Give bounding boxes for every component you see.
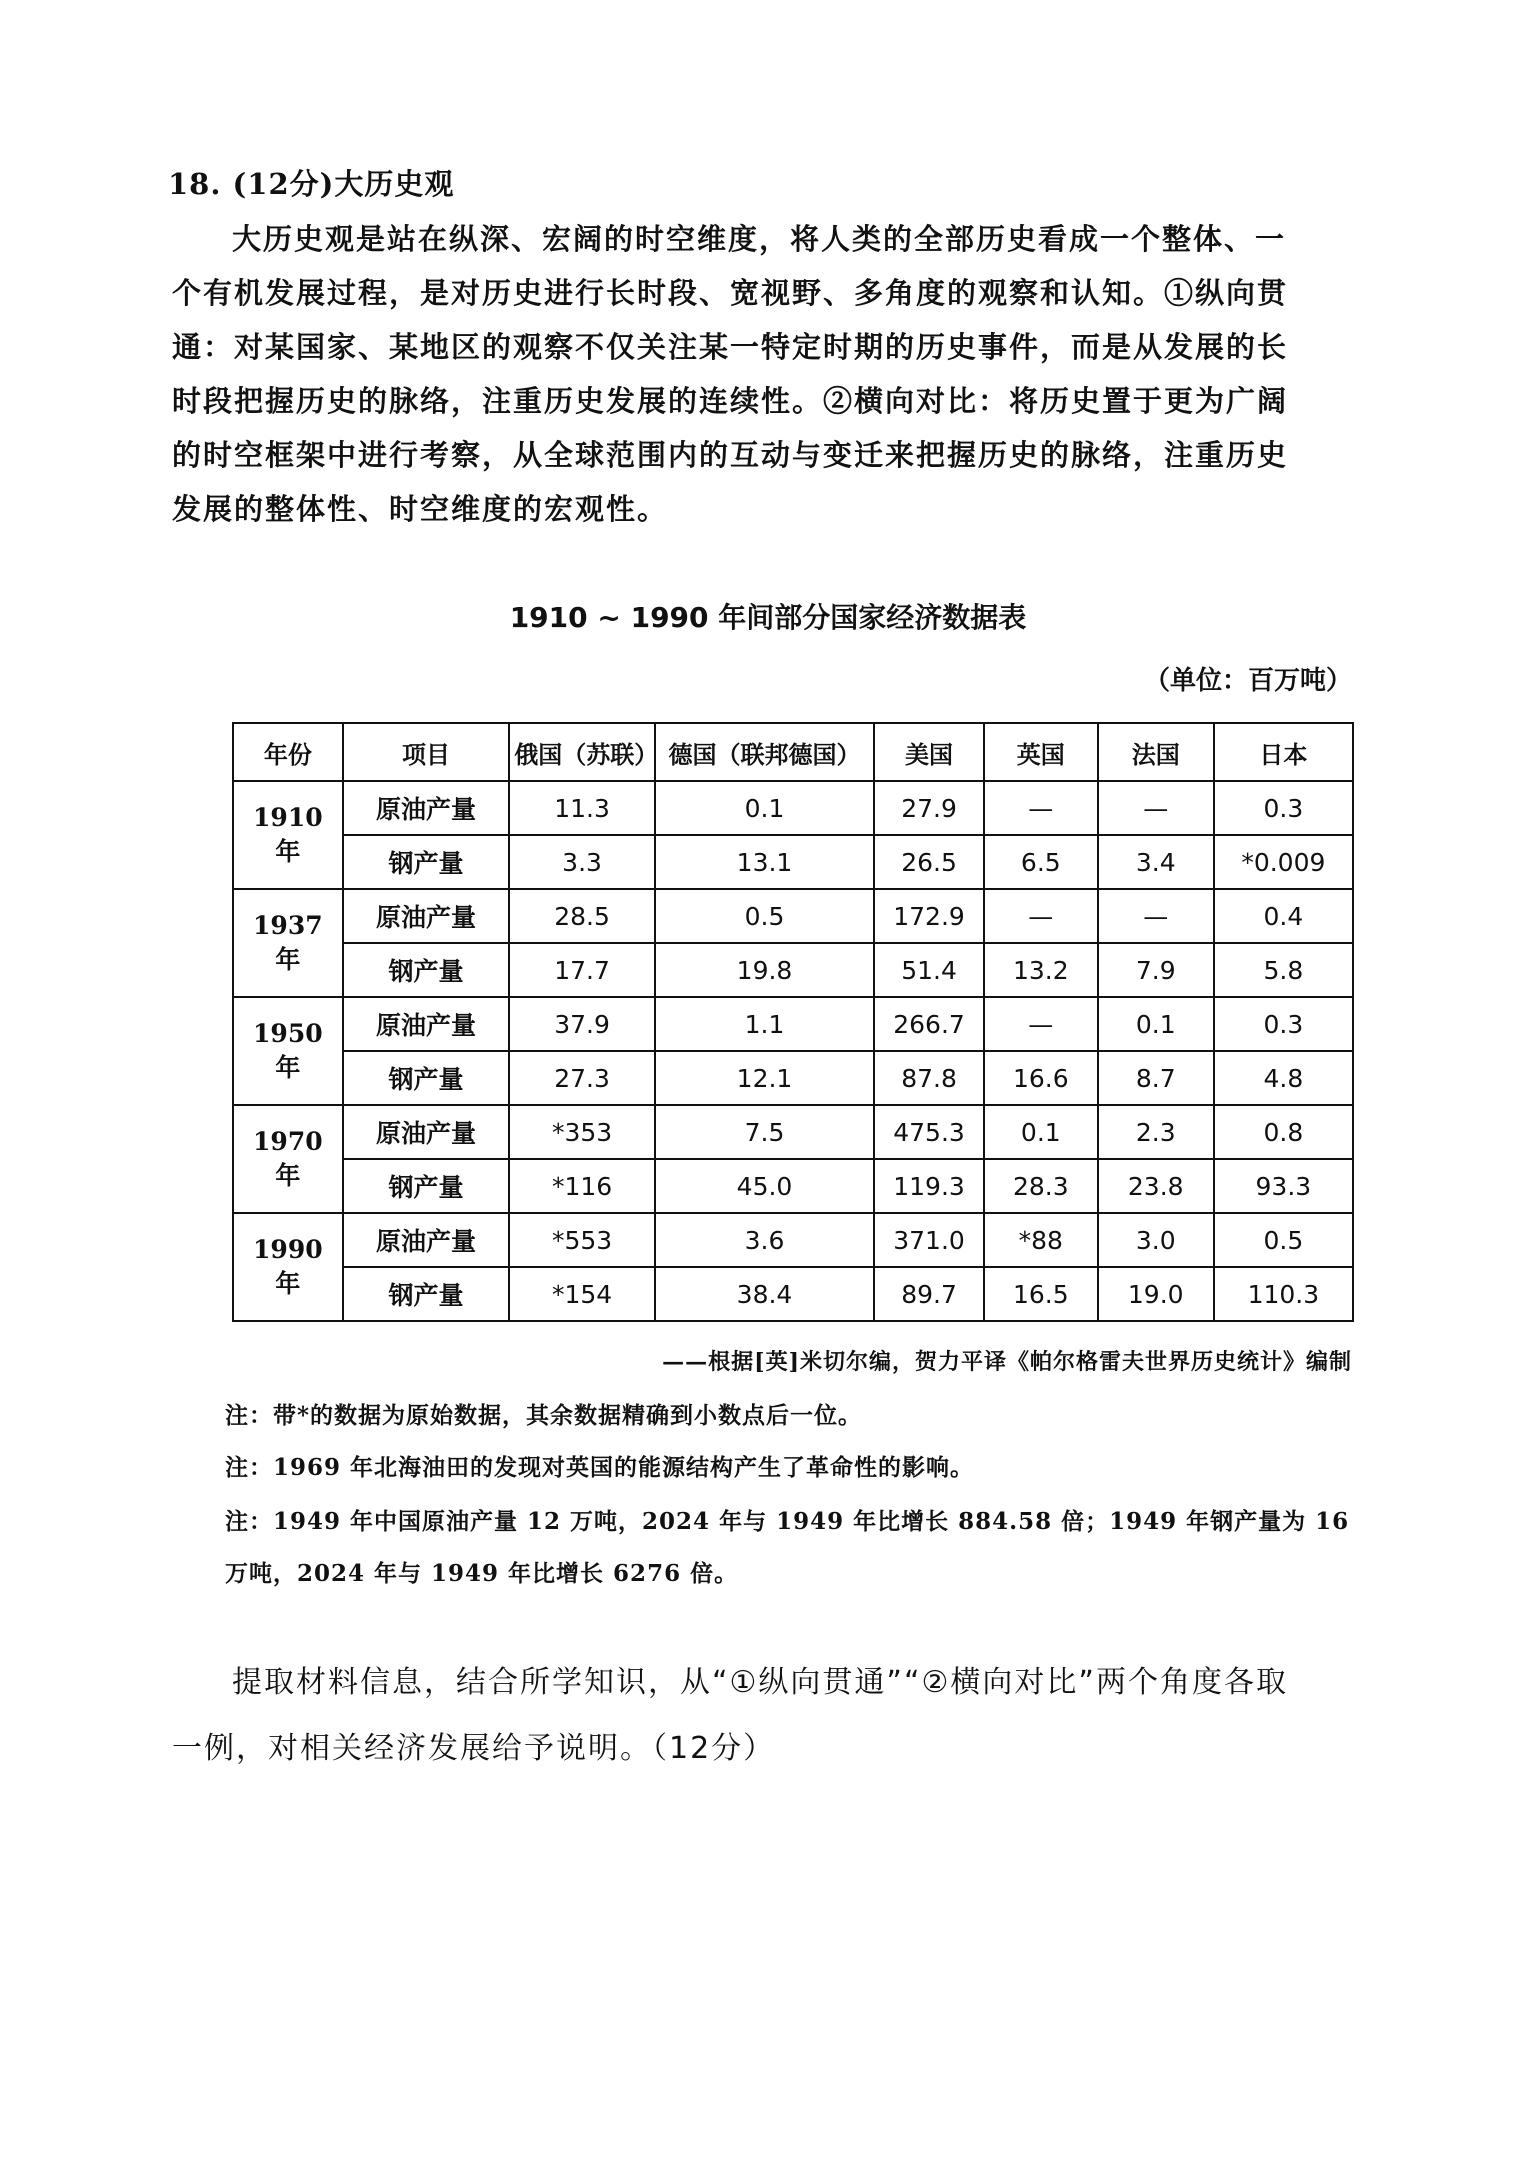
value-cell: —	[984, 781, 1098, 835]
question-header: 18. (12分)大历史观	[168, 167, 455, 201]
item-cell: 钢产量	[343, 1051, 510, 1105]
value-cell: *553	[509, 1213, 655, 1267]
note-north-sea: 注：1969 年北海油田的发现对英国的能源结构产生了革命性的影响。	[225, 1454, 975, 1481]
value-cell: 93.3	[1214, 1159, 1353, 1213]
table-unit: （单位：百万吨）	[1143, 666, 1352, 696]
value-cell: 28.3	[984, 1159, 1098, 1213]
item-cell: 原油产量	[343, 1213, 510, 1267]
item-cell: 原油产量	[343, 997, 510, 1051]
value-cell: 45.0	[655, 1159, 874, 1213]
column-header: 项目	[343, 723, 510, 781]
column-header: 年份	[233, 723, 343, 781]
value-cell: 17.7	[509, 943, 655, 997]
value-cell: 37.9	[509, 997, 655, 1051]
value-cell: *0.009	[1214, 835, 1353, 889]
value-cell: —	[984, 997, 1098, 1051]
column-header: 俄国（苏联）	[509, 723, 655, 781]
item-cell: 钢产量	[343, 835, 510, 889]
value-cell: 0.1	[1098, 997, 1214, 1051]
value-cell: 0.1	[655, 781, 874, 835]
table-row	[233, 781, 1353, 835]
column-header: 法国	[1098, 723, 1214, 781]
item-cell: 原油产量	[343, 781, 510, 835]
value-cell: 5.8	[1214, 943, 1353, 997]
item-cell: 原油产量	[343, 889, 510, 943]
value-cell: 6.5	[984, 835, 1098, 889]
value-cell: 172.9	[874, 889, 984, 943]
value-cell: 3.0	[1098, 1213, 1214, 1267]
value-cell: —	[1098, 889, 1214, 943]
year-cell: 1937 年	[233, 889, 343, 997]
table-source: ——根据[英]米切尔编，贺力平译《帕尔格雷夫世界历史统计》编制	[662, 1349, 1352, 1375]
value-cell: 38.4	[655, 1267, 874, 1321]
value-cell: 13.2	[984, 943, 1098, 997]
question-prompt: 提取材料信息，结合所学知识，从“①纵向贯通”“②横向对比”两个角度各取一例，对相关经济发展给予说明。（12分）	[172, 1665, 1288, 1766]
year-cell: 1950 年	[233, 997, 343, 1105]
value-cell: 1.1	[655, 997, 874, 1051]
value-cell: 28.5	[509, 889, 655, 943]
value-cell: 0.3	[1214, 781, 1353, 835]
value-cell: 27.3	[509, 1051, 655, 1105]
column-header: 日本	[1214, 723, 1353, 781]
value-cell: 0.1	[984, 1105, 1098, 1159]
value-cell: 2.3	[1098, 1105, 1214, 1159]
value-cell: *88	[984, 1213, 1098, 1267]
value-cell: *154	[509, 1267, 655, 1321]
value-cell: 87.8	[874, 1051, 984, 1105]
table-row	[233, 1051, 1353, 1105]
value-cell: 3.4	[1098, 835, 1214, 889]
value-cell: 16.5	[984, 1267, 1098, 1321]
value-cell: —	[984, 889, 1098, 943]
table-row	[233, 1213, 1353, 1267]
table-row	[233, 1105, 1353, 1159]
value-cell: 16.6	[984, 1051, 1098, 1105]
value-cell: 12.1	[655, 1051, 874, 1105]
value-cell: *116	[509, 1159, 655, 1213]
note-original-data: 注：带*的数据为原始数据，其余数据精确到小数点后一位。	[225, 1402, 863, 1429]
value-cell: 119.3	[874, 1159, 984, 1213]
value-cell: 7.9	[1098, 943, 1214, 997]
note-china-growth: 注：1949 年中国原油产量 12 万吨，2024 年与 1949 年比增长 884.58 倍；1949 年钢产量为 16 万吨，2024 年与 1949 年比增长 6276 倍。	[225, 1508, 1350, 1587]
table-title: 1910 ~ 1990 年间部分国家经济数据表	[509, 601, 1027, 634]
table-row	[233, 997, 1353, 1051]
value-cell: 7.5	[655, 1105, 874, 1159]
value-cell: 475.3	[874, 1105, 984, 1159]
value-cell: 3.3	[509, 835, 655, 889]
value-cell: 23.8	[1098, 1159, 1214, 1213]
item-cell: 钢产量	[343, 1267, 510, 1321]
value-cell: 266.7	[874, 997, 984, 1051]
value-cell: 0.3	[1214, 997, 1353, 1051]
value-cell: 8.7	[1098, 1051, 1214, 1105]
value-cell: 26.5	[874, 835, 984, 889]
value-cell: 19.0	[1098, 1267, 1214, 1321]
value-cell: 51.4	[874, 943, 984, 997]
economic-data-table	[232, 722, 1354, 1322]
year-cell: 1990 年	[233, 1213, 343, 1321]
value-cell: —	[1098, 781, 1214, 835]
table-header-row	[233, 723, 1353, 781]
column-header: 英国	[984, 723, 1098, 781]
value-cell: 27.9	[874, 781, 984, 835]
value-cell: 0.8	[1214, 1105, 1353, 1159]
value-cell: 0.5	[1214, 1213, 1353, 1267]
item-cell: 钢产量	[343, 1159, 510, 1213]
value-cell: *353	[509, 1105, 655, 1159]
year-cell: 1970 年	[233, 1105, 343, 1213]
table-row	[233, 1159, 1353, 1213]
value-cell: 0.4	[1214, 889, 1353, 943]
year-cell: 1910 年	[233, 781, 343, 889]
intro-text: 大历史观是站在纵深、宏阔的时空维度，将人类的全部历史看成一个整体、一个有机发展过程，是对历史进行长时段、宽视野、多角度的观察和认知。①纵向贯通：对某国家、某地区的观察不仅关注某一特定时期的历史事件，而是从发展的长时段把握历史的脉络，注重历史发展的连续性。②横向对比：将历史置于更为广阔的时空框架中进行考察，从全球范围内的互动与变迁来把握历史的脉络，注重历史发展的整体性、时空维度的宏观性。	[172, 222, 1289, 526]
item-cell: 钢产量	[343, 943, 510, 997]
value-cell: 4.8	[1214, 1051, 1353, 1105]
column-header: 美国	[874, 723, 984, 781]
table-row	[233, 1267, 1353, 1321]
table-row	[233, 943, 1353, 997]
value-cell: 13.1	[655, 835, 874, 889]
intro-paragraph	[172, 212, 1292, 536]
value-cell: 0.5	[655, 889, 874, 943]
value-cell: 371.0	[874, 1213, 984, 1267]
value-cell: 110.3	[1214, 1267, 1353, 1321]
item-cell: 原油产量	[343, 1105, 510, 1159]
column-header: 德国（联邦德国）	[655, 723, 874, 781]
value-cell: 3.6	[655, 1213, 874, 1267]
value-cell: 11.3	[509, 781, 655, 835]
value-cell: 19.8	[655, 943, 874, 997]
table-row	[233, 889, 1353, 943]
table-row	[233, 835, 1353, 889]
value-cell: 89.7	[874, 1267, 984, 1321]
